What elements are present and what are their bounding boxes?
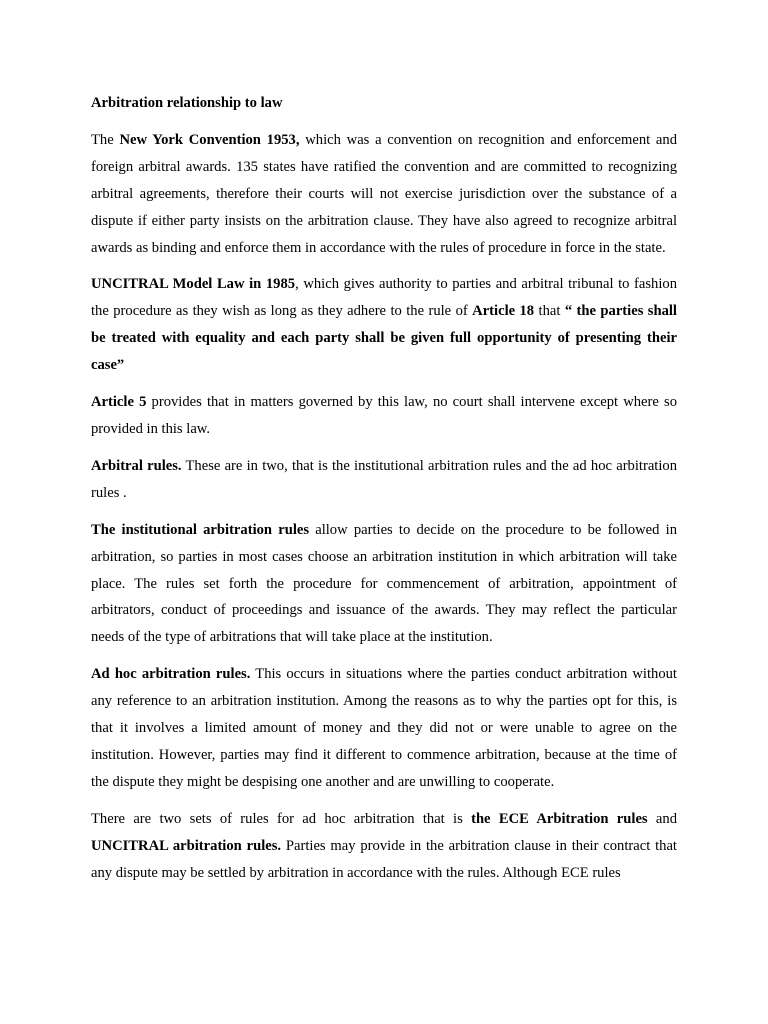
bold-term-institutional-rules: The institutional arbitration rules: [91, 521, 310, 538]
bold-quote-article-18: “ the parties shall be treated with equality and each party shall be given full opportunity of presenting their case”: [91, 303, 677, 374]
bold-term-article-18: Article 18: [472, 303, 535, 320]
bold-term-uncitral-model-law: UNCITRAL Model Law in 1985: [91, 276, 296, 293]
paragraph-new-york-convention: [91, 127, 677, 262]
bold-term-article-5: Article 5: [91, 394, 147, 411]
text-span: and: [647, 810, 677, 827]
text-span: , which gives authority to parties and arbitral tribunal to fashion the procedure as they wish as long as they adhere to the rule of: [91, 276, 677, 320]
text-span: that: [534, 303, 565, 320]
text-span: Parties may provide in the arbitration clause in their contract that any dispute may be settled by arbitration in accordance with the rules. Although ECE rules: [91, 837, 677, 881]
bold-term-arbitral-rules: Arbitral rules.: [91, 457, 182, 474]
paragraph-institutional-rules: [91, 517, 677, 652]
paragraph-article-5: [91, 389, 677, 443]
paragraph-uncitral-model-law: [91, 271, 677, 379]
text-span: allow parties to decide on the procedure to be followed in arbitration, so parties in most cases choose an arbitration institution in which arbitration will take place. The rules set forth the procedure for commencement of arbitration, appointment of arbitrators, conduct of proceedings and issuance of the awards. They may reflect the particular needs of the type of arbitrations that will take place at the institution.: [91, 521, 677, 646]
bold-term-new-york-convention: New York Convention 1953,: [119, 131, 300, 148]
paragraph-ad-hoc-rules: [91, 661, 677, 796]
text-span: provides that in matters governed by this law, no court shall intervene except where so provided in this law.: [91, 394, 677, 437]
text-span: which was a convention on recognition and enforcement and foreign arbitral awards. 135 states have ratified the convention and are committed to recognizing arbitral agreements, therefore their courts will not exercise jurisdiction over the substance of a dispute if either party insists on the arbitration clause. They have also agreed to recognize arbitral awards as binding and enforce them in accordance with the rules of procedure in force in the state.: [91, 131, 677, 256]
bold-term-ece-rules: the ECE Arbitration rules: [471, 810, 648, 827]
text-span: This occurs in situations where the parties conduct arbitration without any reference to an arbitration institution. Among the reasons as to why the parties opt for this, is that it involves a limited amount of money and they did not or were unable to agree on the institution. However, parties may find it different to commence arbitration, because at the time of the dispute they might be despising one another and are unwilling to cooperate.: [91, 666, 677, 790]
text-span: There are two sets of rules for ad hoc arbitration that is: [91, 810, 472, 827]
text-span: These are in two, that is the institutional arbitration rules and the ad hoc arbitration rules .: [91, 457, 677, 501]
document-page: [91, 90, 677, 896]
bold-term-uncitral-arbitration-rules: UNCITRAL arbitration rules.: [91, 837, 282, 854]
paragraph-rule-sets: [91, 806, 677, 887]
section-heading: Arbitration relationship to law: [91, 95, 283, 111]
text-span: The: [91, 131, 120, 148]
paragraph-arbitral-rules: [91, 453, 677, 507]
bold-term-ad-hoc-rules: Ad hoc arbitration rules.: [91, 666, 251, 683]
